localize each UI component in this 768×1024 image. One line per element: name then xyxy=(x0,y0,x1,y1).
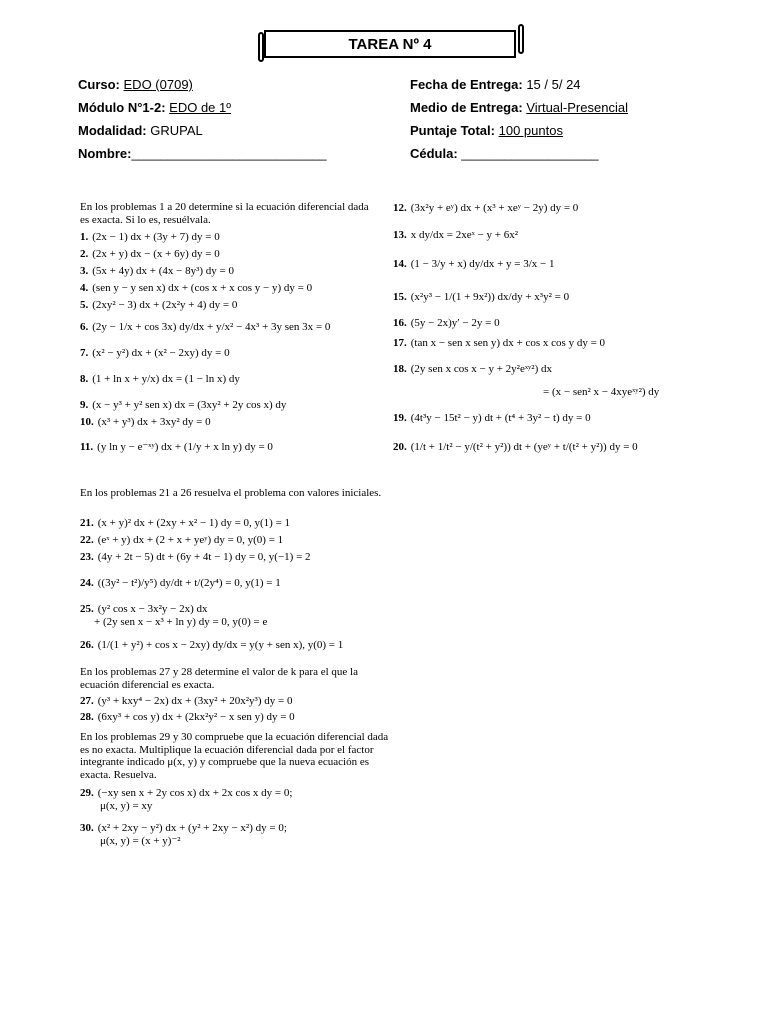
problem-row xyxy=(393,203,578,214)
problem-equation: (1/(1 + y²) + cos x − 2xy) dy/dx = y(y + sen x), y(0) = 1 xyxy=(97,639,344,651)
problem-equation: μ(x, y) = (x + y)⁻² xyxy=(100,835,181,847)
problem-number: 18. xyxy=(393,363,407,375)
problem-row xyxy=(393,338,605,349)
problem-row xyxy=(94,617,267,628)
problem-equation: (x − y³ + y² sen x) dx = (3xy² + 2y cos x) dy xyxy=(92,399,287,411)
problem-equation: (2x + y) dx − (x + 6y) dy = 0 xyxy=(92,248,220,260)
problem-number: 8. xyxy=(80,373,89,385)
problem-equation: (x²y³ − 1/(1 + 9x²)) dx/dy + x³y² = 0 xyxy=(410,291,570,303)
medio-label: Medio de Entrega: xyxy=(410,100,523,115)
cedula-label: Cédula: xyxy=(410,146,458,161)
problem-equation: (−xy sen x + 2y cos x) dx + 2x cos x dy = 0; xyxy=(97,787,293,799)
problem-number: 12. xyxy=(393,202,407,214)
banner-right-roll xyxy=(518,24,524,54)
problem-number: 10. xyxy=(80,416,94,428)
problem-row xyxy=(80,712,295,723)
problem-number: 17. xyxy=(393,337,407,349)
problem-equation: (x² − y²) dx + (x² − 2xy) dy = 0 xyxy=(92,347,230,359)
problem-equation: (2x − 1) dx + (3y + 7) dy = 0 xyxy=(92,231,220,243)
problem-row xyxy=(393,318,500,329)
problem-row xyxy=(80,518,290,529)
problem-row xyxy=(80,322,330,333)
problem-row xyxy=(80,535,283,546)
problem-equation: (1 + ln x + y/x) dx = (1 − ln x) dy xyxy=(92,373,240,385)
problem-equation: (x + y)² dx + (2xy + x² − 1) dy = 0, y(1) = 1 xyxy=(97,517,291,529)
problem-equation: (eˣ + y) dx + (2 + x + yeʸ) dy = 0, y(0) = 1 xyxy=(97,534,284,546)
modalidad-row xyxy=(78,123,203,138)
cedula-blank: ___________________ xyxy=(461,146,599,161)
problem-number: 21. xyxy=(80,517,94,529)
problem-number: 7. xyxy=(80,347,89,359)
problem-number: 9. xyxy=(80,399,89,411)
problem-row xyxy=(80,283,312,294)
problem-row xyxy=(80,417,211,428)
problem-number: 24. xyxy=(80,577,94,589)
medio-value: Virtual-Presencial xyxy=(526,100,628,115)
problem-row xyxy=(80,442,273,453)
puntaje-row xyxy=(410,123,563,138)
problem-row xyxy=(80,400,286,411)
problem-equation: (4y + 2t − 5) dt + (6y + 4t − 1) dy = 0, y(−1) = 2 xyxy=(97,551,311,563)
problem-equation: (2y − 1/x + cos 3x) dy/dx + y/x² − 4x³ + 3y sen 3x = 0 xyxy=(92,321,331,333)
problem-number: 2. xyxy=(80,248,89,260)
puntaje-value: 100 puntos xyxy=(498,123,563,138)
intro-27-28: En los problemas 27 y 28 determine el valor de k para el que la ecuación diferencial es exacta. xyxy=(80,666,358,691)
medio-row xyxy=(410,100,628,115)
intro-1-20: En los problemas 1 a 20 determine si la ecuación diferencial dada es exacta. Si lo es, resuélvala. xyxy=(80,201,369,226)
problem-number: 20. xyxy=(393,441,407,453)
problem-number: 11. xyxy=(80,441,94,453)
problem-equation: μ(x, y) = xy xyxy=(100,800,153,812)
problem-equation: ((3y² − t²)/y⁵) dy/dt + t/(2y⁴) = 0, y(1) = 1 xyxy=(97,577,281,589)
problem-row xyxy=(393,442,638,453)
problem-number: 14. xyxy=(393,258,407,270)
problem-row xyxy=(80,348,230,359)
problem-row xyxy=(80,552,311,563)
title-banner xyxy=(258,26,524,60)
problem-equation: (2y sen x cos x − y + 2y²eˣʸ²) dx xyxy=(410,363,552,375)
modulo-row xyxy=(78,100,231,115)
problem-row xyxy=(100,801,152,812)
problem-number: 19. xyxy=(393,412,407,424)
problem-equation: (1/t + 1/t² − y/(t² + y²)) dt + (yeʸ + t/(t² + y²)) dy = 0 xyxy=(410,441,638,453)
curso-label: Curso: xyxy=(78,77,120,92)
problem-equation: (tan x − sen x sen y) dx + cos x cos y dy = 0 xyxy=(410,337,606,349)
problem-equation: = (x − sen² x − 4xyeˣʸ²) dy xyxy=(543,386,660,398)
problem-number: 27. xyxy=(80,695,94,707)
modalidad-label: Modalidad: xyxy=(78,123,147,138)
curso-row xyxy=(78,77,193,92)
fecha-label: Fecha de Entrega: xyxy=(410,77,523,92)
modulo-value: EDO de 1º xyxy=(169,100,231,115)
problem-equation: (y³ + kxy⁴ − 2x) dx + (3xy² + 20x²y³) dy = 0 xyxy=(97,695,293,707)
problem-row xyxy=(80,640,343,651)
problem-row xyxy=(393,413,591,424)
modulo-label: Módulo N°1-2: xyxy=(78,100,166,115)
nombre-label: Nombre: xyxy=(78,146,132,161)
nombre-blank: ___________________________ xyxy=(131,146,327,161)
problem-row xyxy=(80,823,287,834)
intro-21-26: En los problemas 21 a 26 resuelva el problema con valores iniciales. xyxy=(80,487,382,499)
fecha-value: 15 / 5/ 24 xyxy=(526,77,581,92)
problem-row xyxy=(80,249,220,260)
problem-equation: (3x²y + eʸ) dx + (x³ + xeʸ − 2y) dy = 0 xyxy=(410,202,579,214)
problem-number: 26. xyxy=(80,639,94,651)
problem-row xyxy=(100,836,181,847)
problem-equation: (5y − 2x)y′ − 2y = 0 xyxy=(410,317,500,329)
problem-equation: + (2y sen x − x³ + ln y) dy = 0, y(0) = e xyxy=(94,616,268,628)
problem-number: 16. xyxy=(393,317,407,329)
problem-number: 3. xyxy=(80,265,89,277)
problem-equation: (4t³y − 15t² − y) dt + (t⁴ + 3y² − t) dy = 0 xyxy=(410,412,591,424)
problem-row xyxy=(80,604,208,615)
problem-row xyxy=(80,578,281,589)
problem-equation: (5x + 4y) dx + (4x − 8y³) dy = 0 xyxy=(92,265,235,277)
problem-equation: (1 − 3/y + x) dy/dx + y = 3/x − 1 xyxy=(410,258,555,270)
problem-number: 15. xyxy=(393,291,407,303)
problem-equation: (x² + 2xy − y²) dx + (y² + 2xy − x²) dy = 0; xyxy=(97,822,287,834)
page-title: TAREA Nº 4 xyxy=(264,30,516,58)
problem-number: 22. xyxy=(80,534,94,546)
problem-row xyxy=(80,788,292,799)
problem-number: 23. xyxy=(80,551,94,563)
problem-number: 5. xyxy=(80,299,89,311)
problem-row xyxy=(393,230,518,241)
problem-equation: x dy/dx = 2xeˣ − y + 6x² xyxy=(410,229,519,241)
problem-equation: (6xy³ + cos y) dx + (2kx²y² − x sen y) dy = 0 xyxy=(97,711,295,723)
intro-29-30: En los problemas 29 y 30 compruebe que la ecuación diferencial dada es no exacta. Multiplique la ecuación diferencial dada por el factor integrante indicado μ(x, y) y compruebe que la nueva ecuación es exacta. Resuelva. xyxy=(80,731,389,781)
fecha-row xyxy=(410,77,581,92)
problem-number: 29. xyxy=(80,787,94,799)
problem-row xyxy=(393,259,555,270)
cedula-row xyxy=(410,146,599,161)
problem-row xyxy=(80,696,292,707)
problem-row xyxy=(80,374,240,385)
problem-number: 30. xyxy=(80,822,94,834)
problem-row xyxy=(80,266,234,277)
problem-row xyxy=(80,300,237,311)
problem-row xyxy=(393,364,552,375)
problem-equation: (y² cos x − 3x²y − 2x) dx xyxy=(97,603,208,615)
puntaje-label: Puntaje Total: xyxy=(410,123,495,138)
nombre-row xyxy=(78,146,327,161)
problem-equation: (x³ + y³) dx + 3xy² dy = 0 xyxy=(97,416,211,428)
problem-number: 1. xyxy=(80,231,89,243)
modalidad-value: GRUPAL xyxy=(150,123,203,138)
problem-row xyxy=(393,292,569,303)
curso-value: EDO (0709) xyxy=(123,77,193,92)
problem-row xyxy=(80,232,220,243)
problem-number: 4. xyxy=(80,282,89,294)
problem-number: 28. xyxy=(80,711,94,723)
problem-number: 13. xyxy=(393,229,407,241)
problem-number: 6. xyxy=(80,321,89,333)
problem-equation: (y ln y − e⁻ˣʸ) dx + (1/y + x ln y) dy = 0 xyxy=(97,441,273,453)
problem-row xyxy=(543,387,659,398)
problem-number: 25. xyxy=(80,603,94,615)
problem-equation: (sen y − y sen x) dx + (cos x + x cos y − y) dy = 0 xyxy=(92,282,313,294)
problem-equation: (2xy² − 3) dx + (2x²y + 4) dy = 0 xyxy=(92,299,238,311)
